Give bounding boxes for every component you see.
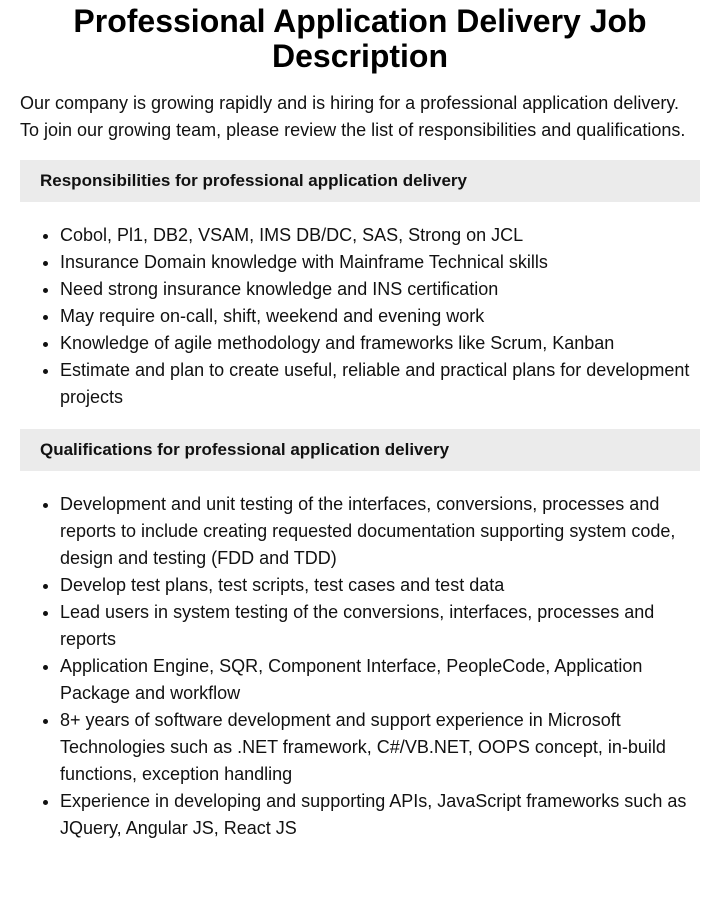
list-item: • Application Engine, SQR, Component Interface, PeopleCode, Application Package and workflow — [60, 653, 700, 707]
qualifications-heading: Qualifications for professional application delivery — [20, 429, 700, 471]
list-item: • Knowledge of agile methodology and frameworks like Scrum, Kanban — [60, 330, 700, 357]
list-item: • Estimate and plan to create useful, reliable and practical plans for development projects — [60, 357, 700, 411]
list-item: • May require on-call, shift, weekend and evening work — [60, 303, 700, 330]
list-item: • Development and unit testing of the interfaces, conversions, processes and reports to include creating requested documentation supporting system code, design and testing (FDD and TDD) — [60, 491, 700, 572]
qualifications-list — [20, 491, 700, 842]
job-description-page — [0, 4, 720, 842]
list-item: • Need strong insurance knowledge and INS certification — [60, 276, 700, 303]
list-item: • Cobol, Pl1, DB2, VSAM, IMS DB/DC, SAS, Strong on JCL — [60, 222, 700, 249]
list-item: • Experience in developing and supporting APIs, JavaScript frameworks such as JQuery, Angular JS, React JS — [60, 788, 700, 842]
intro-paragraph: Our company is growing rapidly and is hiring for a professional application delivery. To join our growing team, please review the list of responsibilities and qualifications. — [20, 93, 686, 140]
page-title: Professional Application Delivery Job Description — [73, 3, 647, 74]
responsibilities-heading: Responsibilities for professional application delivery — [20, 160, 700, 202]
responsibilities-list — [20, 222, 700, 411]
list-item: • 8+ years of software development and support experience in Microsoft Technologies such as .NET framework, C#/VB.NET, OOPS concept, in-build functions, exception handling — [60, 707, 700, 788]
list-item: • Develop test plans, test scripts, test cases and test data — [60, 572, 700, 599]
list-item: • Insurance Domain knowledge with Mainframe Technical skills — [60, 249, 700, 276]
list-item: • Lead users in system testing of the conversions, interfaces, processes and reports — [60, 599, 700, 653]
